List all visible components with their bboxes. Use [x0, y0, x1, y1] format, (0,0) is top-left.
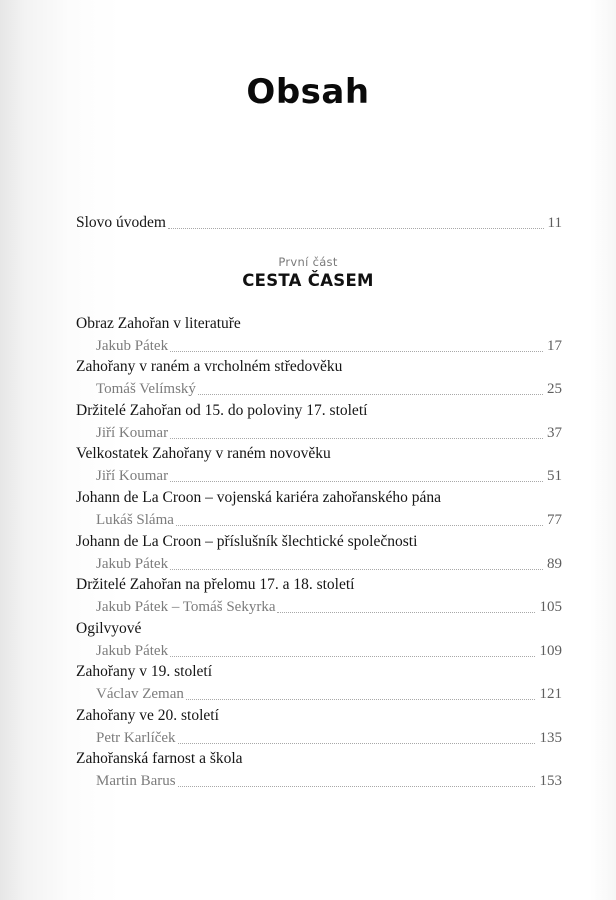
chapter-author-row	[76, 683, 562, 703]
chapter-author-row	[76, 727, 562, 747]
chapter-author: Jakub Pátek	[96, 556, 169, 572]
chapter-author: Lukáš Sláma	[96, 512, 174, 528]
chapter-title: Držitelé Zahořan od 15. do poloviny 17. století	[76, 402, 368, 419]
toc-page-number: 51	[547, 468, 562, 484]
leader-dots	[170, 656, 535, 657]
chapter-author-row	[76, 596, 562, 616]
leader-dots	[178, 743, 535, 744]
chapter-author: Jiří Koumar	[96, 425, 169, 441]
chapter-author-row	[76, 553, 562, 573]
chapter-author: Jakub Pátek	[96, 643, 169, 659]
leader-dots	[170, 351, 543, 352]
chapter-author-row	[76, 422, 562, 442]
chapter-author-row	[76, 640, 562, 660]
chapter-title: Držitelé Zahořan na přelomu 17. a 18. století	[76, 576, 355, 593]
chapter-title: Zahořany v 19. století	[76, 663, 213, 680]
toc-entry-title: Slovo úvodem	[76, 214, 166, 231]
chapter-author: Martin Barus	[96, 773, 176, 789]
part-title: CESTA ČASEM	[242, 271, 374, 290]
toc-page-number: 135	[539, 730, 562, 746]
page-title: Obsah	[246, 72, 370, 112]
chapter-author: Jakub Pátek – Tomáš Sekyrka	[96, 599, 276, 615]
chapter-title: Obraz Zahořan v literatuře	[76, 315, 241, 332]
toc-page-number: 25	[547, 381, 562, 397]
toc-page-number: 77	[547, 512, 562, 528]
toc-page-number: 105	[539, 599, 562, 615]
toc-page-number: 109	[539, 643, 562, 659]
chapter-author: Petr Karlíček	[96, 730, 176, 746]
toc-page-number: 37	[547, 425, 562, 441]
toc-entry-intro	[76, 212, 562, 232]
leader-dots	[168, 228, 544, 229]
toc-page-number: 11	[547, 215, 562, 231]
chapter-author-row	[76, 465, 562, 485]
leader-dots	[178, 786, 535, 787]
chapter-author: Jakub Pátek	[96, 338, 169, 354]
toc-page-number: 121	[539, 686, 562, 702]
chapter-title: Johann de La Croon – vojenská kariéra zahořanského pána	[76, 489, 441, 506]
leader-dots	[170, 481, 543, 482]
chapter-title: Zahořanská farnost a škola	[76, 750, 243, 767]
chapter-author: Václav Zeman	[96, 686, 184, 702]
chapter-title: Zahořany ve 20. století	[76, 707, 219, 724]
chapter-author-row	[76, 378, 562, 398]
chapter-author-row	[76, 770, 562, 790]
leader-dots	[176, 525, 543, 526]
leader-dots	[186, 699, 535, 700]
toc-page-number: 17	[547, 338, 562, 354]
chapter-title: Velkostatek Zahořany v raném novověku	[76, 445, 331, 462]
chapter-title: Johann de La Croon – příslušník šlechtické společnosti	[76, 533, 418, 550]
part-label: První část	[278, 255, 338, 269]
toc-page-number: 89	[547, 556, 562, 572]
chapter-title: Zahořany v raném a vrcholném středověku	[76, 358, 343, 375]
chapter-author: Tomáš Velímský	[96, 381, 196, 397]
chapter-author-row	[76, 509, 562, 529]
leader-dots	[277, 612, 535, 613]
chapter-title: Ogilvyové	[76, 620, 142, 637]
chapter-author-row	[76, 335, 562, 355]
toc-page-number: 153	[539, 773, 562, 789]
leader-dots	[198, 394, 543, 395]
chapter-author: Jiří Koumar	[96, 468, 169, 484]
leader-dots	[170, 438, 543, 439]
leader-dots	[170, 569, 543, 570]
